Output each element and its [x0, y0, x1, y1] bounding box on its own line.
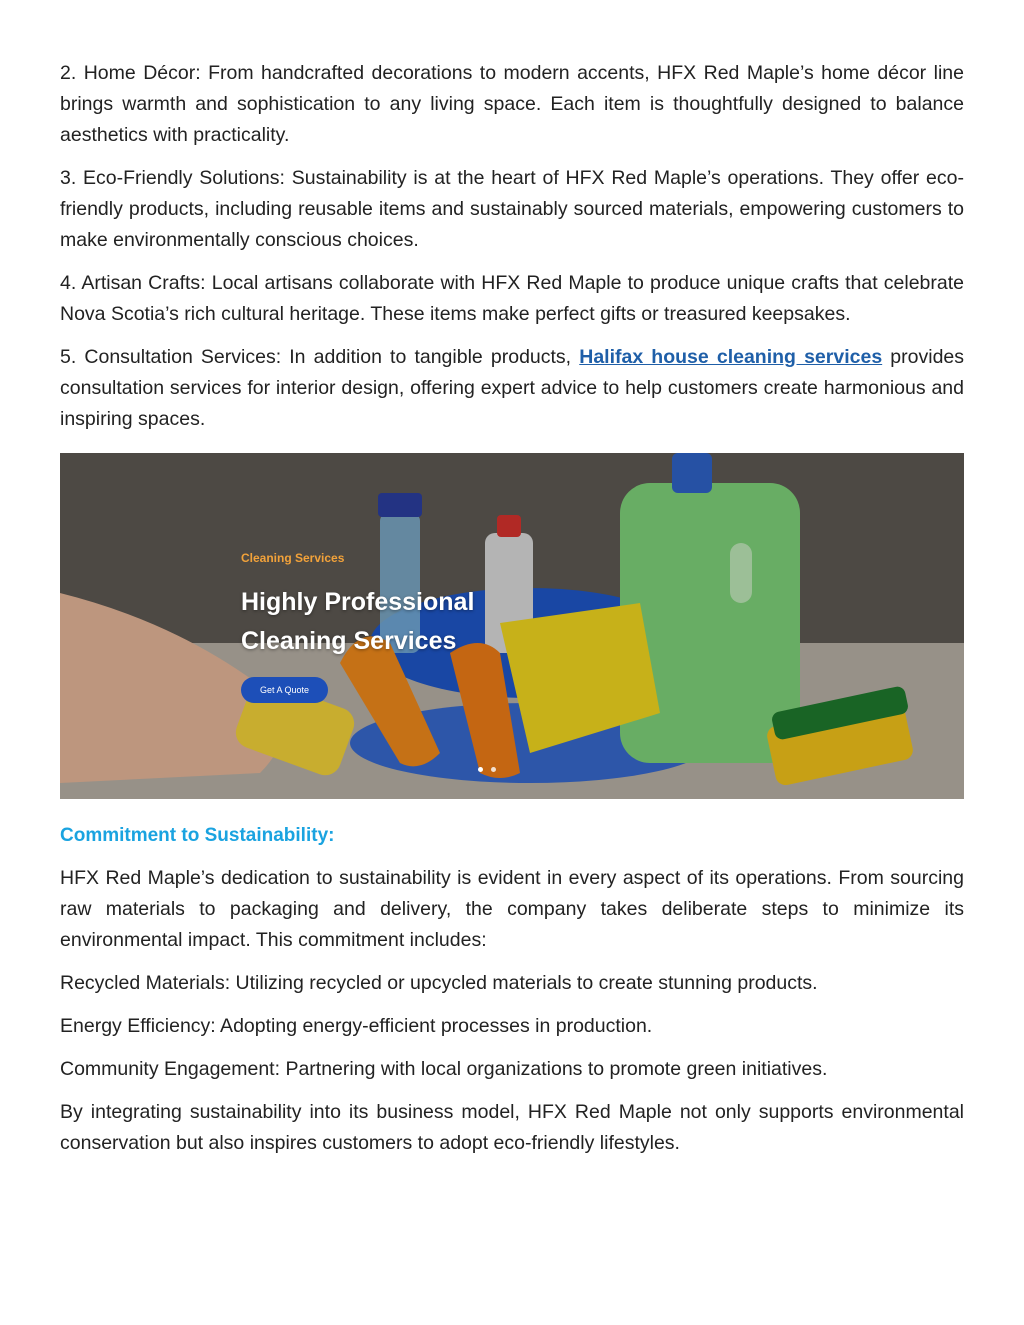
carousel-dot-1[interactable] [478, 767, 483, 772]
consultation-text-after: provides consultation services for interior design, offering expert advice to help customers create harmonious and inspiring spaces. [60, 346, 965, 430]
paragraph-eco-friendly: 3. Eco-Friendly Solutions: Sustainability is at the heart of HFX Red Maple’s operations. They offer eco-friendly products, including reusable items and sustainably sourced materials, empowering customers to make environmentally conscious choices. [60, 167, 964, 251]
carousel-dot-2[interactable] [491, 767, 496, 772]
section-heading: Commitment to Sustainability: [60, 825, 335, 846]
paragraph-consultation [60, 342, 964, 435]
image-overlay [60, 453, 964, 799]
halifax-cleaning-link[interactable]: Halifax house cleaning services [579, 346, 883, 368]
get-a-quote-button[interactable]: Get A Quote [241, 677, 328, 703]
paragraph-artisan-crafts: 4. Artisan Crafts: Local artisans collaborate with HFX Red Maple to produce unique crafts that celebrate Nova Scotia’s rich cultural heritage. These items make perfect gifts or treasured keepsakes. [60, 272, 964, 325]
paragraph-home-decor: 2. Home Décor: From handcrafted decorations to modern accents, HFX Red Maple’s home décor line brings warmth and sophistication to any living space. Each item is thoughtfully designed to balance aesthetics with practicality. [60, 62, 964, 146]
carousel-dots [478, 767, 496, 772]
item-community-engagement: Community Engagement: Partnering with local organizations to promote green initiatives. [60, 1058, 828, 1080]
hero-title-line2: Cleaning Services [241, 627, 457, 655]
hero-banner-image [60, 453, 964, 799]
item-energy-efficiency: Energy Efficiency: Adopting energy-efficient processes in production. [60, 1015, 653, 1037]
document-page [60, 58, 964, 1171]
hero-eyebrow: Cleaning Services [241, 551, 345, 565]
consultation-text-before: 5. Consultation Services: In addition to tangible products, [60, 346, 580, 368]
section-intro: HFX Red Maple’s dedication to sustainability is evident in every aspect of its operations. From sourcing raw materials to packaging and delivery, the company takes deliberate steps to minimize its environmental impact. This commitment includes: [60, 867, 964, 951]
item-recycled-materials: Recycled Materials: Utilizing recycled or upcycled materials to create stunning products. [60, 972, 818, 994]
section-closing: By integrating sustainability into its business model, HFX Red Maple not only supports environmental conservation but also inspires customers to adopt eco-friendly lifestyles. [60, 1101, 964, 1154]
hero-title-line1: Highly Professional [241, 588, 475, 616]
cleaning-supplies-illustration [60, 453, 964, 799]
hero-text-block [241, 551, 474, 661]
